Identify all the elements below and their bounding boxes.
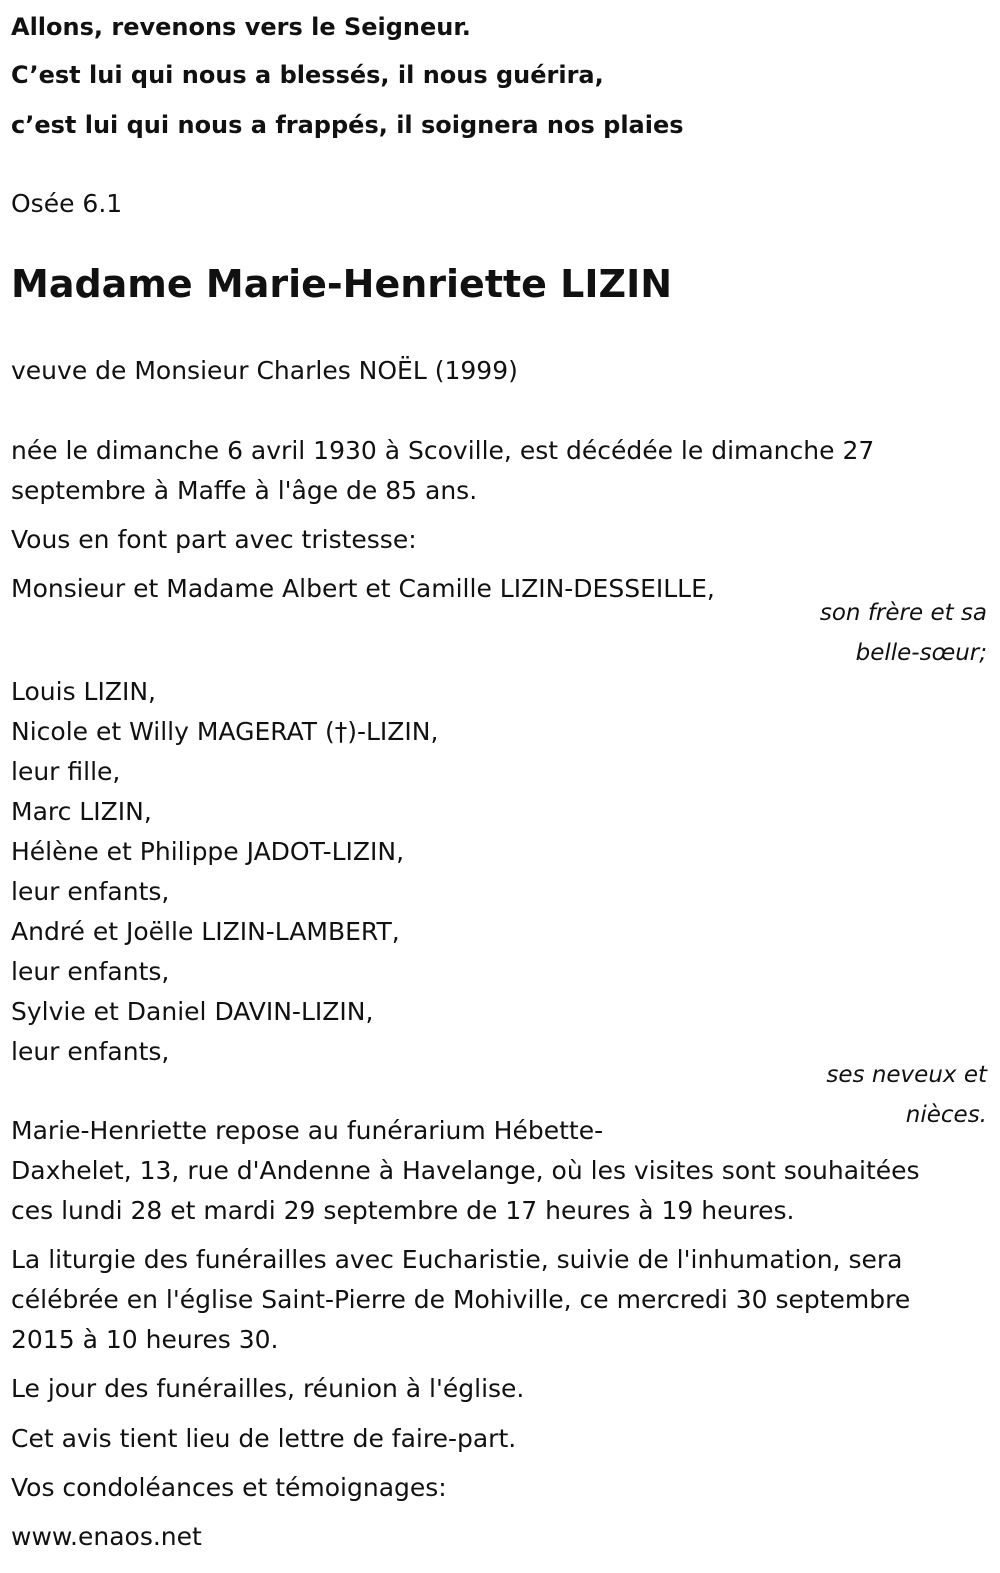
birth-death-line-1: née le dimanche 6 avril 1930 à Scoville, est décédée le dimanche 27: [11, 436, 875, 465]
deceased-name: Madame Marie-Henriette LIZIN: [11, 262, 673, 306]
liturgy-line-2: célébrée en l'église Saint-Pierre de Mohiville, ce mercredi 30 septembre: [11, 1285, 911, 1314]
rest-line-1: Marie-Henriette repose au funérarium Hébette-: [11, 1116, 604, 1145]
family-relation-2: nièces.: [905, 1102, 987, 1128]
family-member: Marc LIZIN,: [11, 797, 152, 826]
verse-line-2: C’est lui qui nous a blessés, il nous guérira,: [11, 61, 604, 89]
sibling-line: Monsieur et Madame Albert et Camille LIZIN-DESSEILLE,: [11, 574, 715, 603]
sibling-relation-2: belle-sœur;: [855, 640, 987, 666]
widow-of: veuve de Monsieur Charles NOËL (1999): [11, 356, 518, 385]
verse-line-1: Allons, revenons vers le Seigneur.: [11, 13, 471, 41]
notice-info: Cet avis tient lieu de lettre de faire-part.: [11, 1424, 517, 1453]
birth-death-line-2: septembre à Maffe à l'âge de 85 ans.: [11, 476, 478, 505]
family-member: Louis LIZIN,: [11, 677, 156, 706]
condolences-label: Vos condoléances et témoignages:: [11, 1473, 447, 1502]
sibling-relation-1: son frère et sa: [819, 600, 987, 626]
liturgy-line-1: La liturgie des funérailles avec Eucharistie, suivie de l'inhumation, sera: [11, 1245, 903, 1274]
website-link[interactable]: www.enaos.net: [11, 1522, 202, 1551]
family-member: leur enfants,: [11, 877, 170, 906]
verse-line-3: c’est lui qui nous a frappés, il soignera nos plaies: [11, 111, 684, 139]
family-member: leur fille,: [11, 757, 121, 786]
family-member: leur enfants,: [11, 1037, 170, 1066]
liturgy-line-3: 2015 à 10 heures 30.: [11, 1325, 279, 1354]
family-relation-1: ses neveux et: [826, 1062, 987, 1088]
family-member: leur enfants,: [11, 957, 170, 986]
verse-reference: Osée 6.1: [11, 189, 123, 218]
rest-line-2: Daxhelet, 13, rue d'Andenne à Havelange, où les visites sont souhaitées: [11, 1156, 920, 1185]
family-member: Hélène et Philippe JADOT-LIZIN,: [11, 837, 405, 866]
family-member: André et Joëlle LIZIN-LAMBERT,: [11, 917, 400, 946]
announcement-intro: Vous en font part avec tristesse:: [11, 525, 417, 554]
family-member: Nicole et Willy MAGERAT (†)-LIZIN,: [11, 717, 439, 746]
rest-line-3: ces lundi 28 et mardi 29 septembre de 17 heures à 19 heures.: [11, 1196, 795, 1225]
meeting-info: Le jour des funérailles, réunion à l'église.: [11, 1374, 525, 1403]
family-member: Sylvie et Daniel DAVIN-LIZIN,: [11, 997, 374, 1026]
